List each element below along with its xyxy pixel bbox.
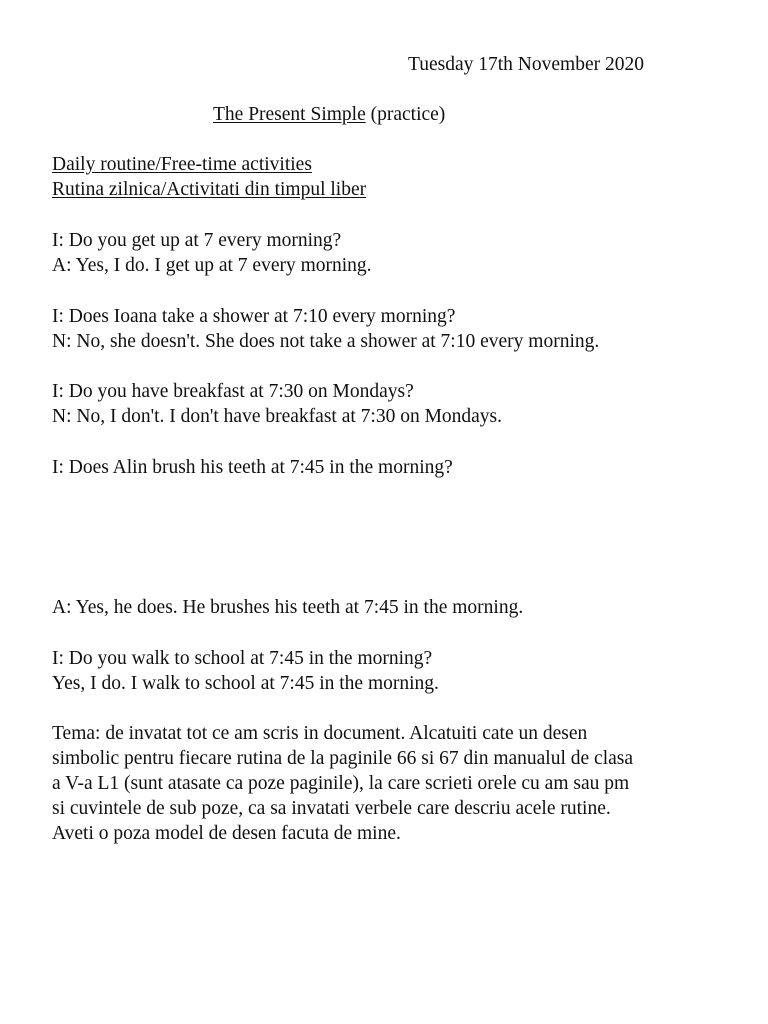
- homework-line-4: si cuvintele de sub poze, ca sa invatati verbele care descriu acele rutine.: [52, 798, 611, 819]
- answer-2: N: No, she doesn't. She does not take a shower at 7:10 every morning.: [52, 331, 600, 352]
- question-3: I: Do you have breakfast at 7:30 on Mondays?: [52, 381, 414, 402]
- date-line: Tuesday 17th November 2020: [408, 54, 644, 75]
- question-1: I: Do you get up at 7 every morning?: [52, 230, 342, 251]
- homework-line-5: Aveti o poza model de desen facuta de mine.: [52, 823, 401, 844]
- topic-romanian: Rutina zilnica/Activitati din timpul liber: [52, 179, 367, 200]
- title-main: The Present Simple: [213, 104, 366, 125]
- answer-3: N: No, I don't. I don't have breakfast at 7:30 on Mondays.: [52, 406, 503, 427]
- question-4: I: Does Alin brush his teeth at 7:45 in the morning?: [52, 457, 453, 478]
- answer-1: A: Yes, I do. I get up at 7 every morning.: [52, 255, 372, 276]
- question-2: I: Does Ioana take a shower at 7:10 every morning?: [52, 306, 456, 327]
- title-suffix: (practice): [365, 104, 446, 125]
- answer-4: A: Yes, he does. He brushes his teeth at 7:45 in the morning.: [52, 597, 524, 618]
- homework-line-2: simbolic pentru fiecare rutina de la paginile 66 si 67 din manualul de clasa: [52, 748, 634, 769]
- page-title: [213, 103, 445, 127]
- topic-english: Daily routine/Free-time activities: [52, 154, 312, 175]
- homework-line-1: Tema: de invatat tot ce am scris in document. Alcatuiti cate un desen: [52, 723, 588, 744]
- question-5: I: Do you walk to school at 7:45 in the morning?: [52, 648, 433, 669]
- answer-5: Yes, I do. I walk to school at 7:45 in the morning.: [52, 673, 439, 694]
- homework-line-3: a V-a L1 (sunt atasate ca poze paginile), la care scrieti orele cu am sau pm: [52, 773, 630, 794]
